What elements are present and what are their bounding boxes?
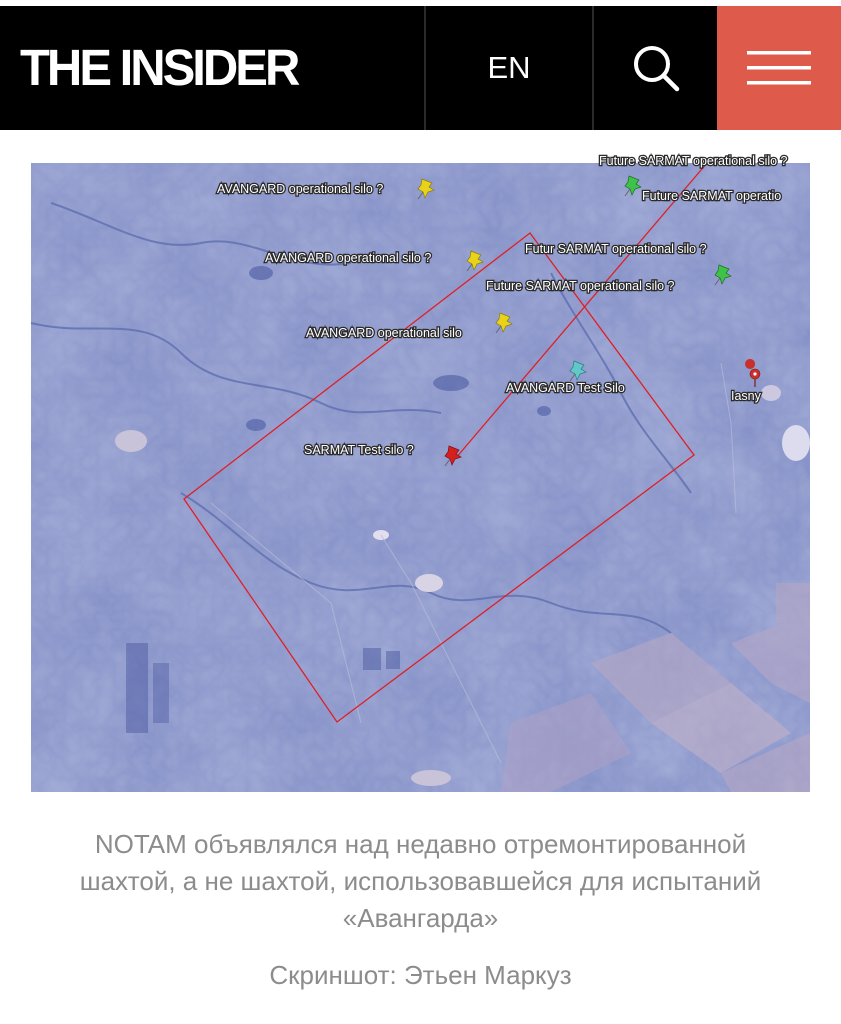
map-label-top-cut: Future SARMAT operational silo ? <box>599 154 788 168</box>
caption-line-3: «Авангарда» <box>342 903 499 933</box>
map-label-avangard-3: AVANGARD operational silo <box>306 326 462 340</box>
search-icon <box>631 43 681 93</box>
caption-line-1: NOTAM объявлялся над недавно отремонтированной <box>94 829 747 859</box>
caption-line-2: шахтой, а не шахтой, использовавшейся для испытаний <box>79 866 762 896</box>
map-label-futur-sarmat: Futur SARMAT operational silo ? <box>525 242 707 256</box>
site-header <box>0 6 841 130</box>
satellite-map-image <box>31 154 810 792</box>
hamburger-menu-icon <box>747 48 811 88</box>
menu-button[interactable] <box>717 6 841 130</box>
map-label-avangard-1: AVANGARD operational silo ? <box>217 182 384 196</box>
site-logo: THE INSIDER <box>20 39 298 97</box>
map-label-sarmat-test: SARMAT Test silo ? <box>304 443 414 457</box>
map-label-avangard-2: AVANGARD operational silo ? <box>265 251 432 265</box>
map-label-avangard-test: AVANGARD Test Silo <box>506 381 625 395</box>
map-label-future-sarmat-mid: Future SARMAT operational silo ? <box>486 279 675 293</box>
map-label-town: Iasny <box>731 389 761 403</box>
image-caption <box>0 826 841 937</box>
map-label-future-sarmat-right: Future SARMAT operatio <box>642 189 782 203</box>
image-credit: Скриншот: Этьен Маркуз <box>269 960 572 990</box>
language-label: EN <box>487 50 531 85</box>
logo-link[interactable] <box>0 6 424 130</box>
language-switch[interactable] <box>424 6 592 130</box>
search-button[interactable] <box>592 6 717 130</box>
